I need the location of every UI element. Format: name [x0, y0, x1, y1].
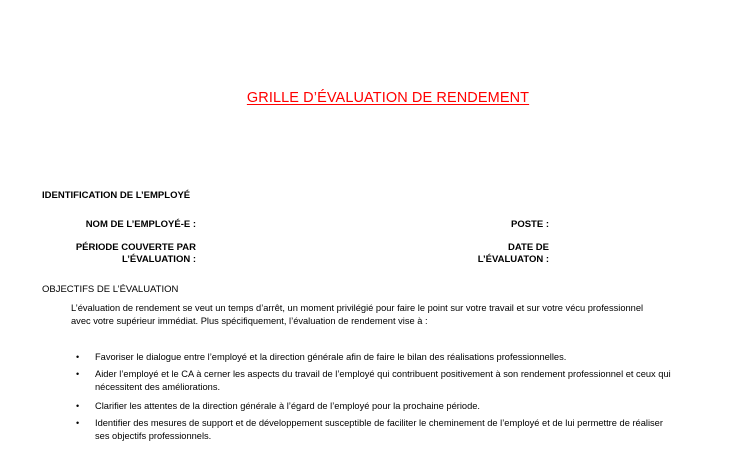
list-item-line1: Identifier des mesures de support et de développement susceptible de faciliter le cheminement de l’employé et de lui permettre de réaliser — [95, 418, 663, 428]
list-item-line2: nécessitent des améliorations. — [95, 382, 221, 392]
evaluation-date-label — [440, 242, 549, 266]
period-label — [40, 242, 196, 266]
bullet-icon: • — [76, 352, 80, 362]
list-item-line1 — [95, 368, 728, 381]
position-label-text: POSTE : — [510, 219, 549, 230]
list-item-text — [95, 417, 728, 443]
bullet-icon: • — [76, 369, 80, 379]
employee-name-label-text: NOM DE L’EMPLOYÉ-E : — [85, 219, 196, 230]
position-label — [440, 219, 549, 231]
identification-heading: IDENTIFICATION DE L’EMPLOYÉ — [42, 190, 191, 201]
list-item-text — [95, 400, 728, 413]
intro-line2: avec votre supérieur immédiat. Plus spécifiquement, l’évaluation de rendement vise à : — [71, 316, 428, 326]
document-title: GRILLE D’ÉVALUATION DE RENDEMENT — [246, 90, 530, 106]
employee-name-label — [60, 219, 196, 231]
list-item-line1-text: Aider l’employé et le CA à cerner les aspects du travail de l’employé qui contribuent positivement à son rendement professionnel et ceux qui — [95, 369, 671, 379]
period-label-line2: L’ÉVALUATION : — [121, 254, 196, 265]
list-item-line1: Clarifier les attentes de la direction générale à l’égard de l’employé pour la prochaine période. — [95, 401, 481, 411]
bullet-icon: • — [76, 418, 80, 428]
intro-line1: L’évaluation de rendement se veut un temps d’arrêt, un moment privilégié pour faire le point sur votre travail et sur votre vécu professionnel — [71, 303, 644, 313]
list-item-text — [95, 368, 728, 394]
list-item-line2: ses objectifs professionnels. — [95, 431, 212, 441]
period-label-line1: PÉRIODE COUVERTE PAR — [75, 242, 196, 253]
objectives-heading: OBJECTIFS DE L’ÉVALUATION — [42, 284, 179, 295]
bullet-icon: • — [76, 401, 80, 411]
objectives-intro — [71, 302, 731, 328]
date-label-line2: L’ÉVALUATON : — [477, 254, 549, 265]
date-label-line1: DATE DE — [508, 242, 549, 253]
list-item-line1: Favoriser le dialogue entre l’employé et la direction générale afin de faire le bilan des réalisations professionnelles. — [95, 352, 567, 362]
list-item-text — [95, 351, 728, 364]
